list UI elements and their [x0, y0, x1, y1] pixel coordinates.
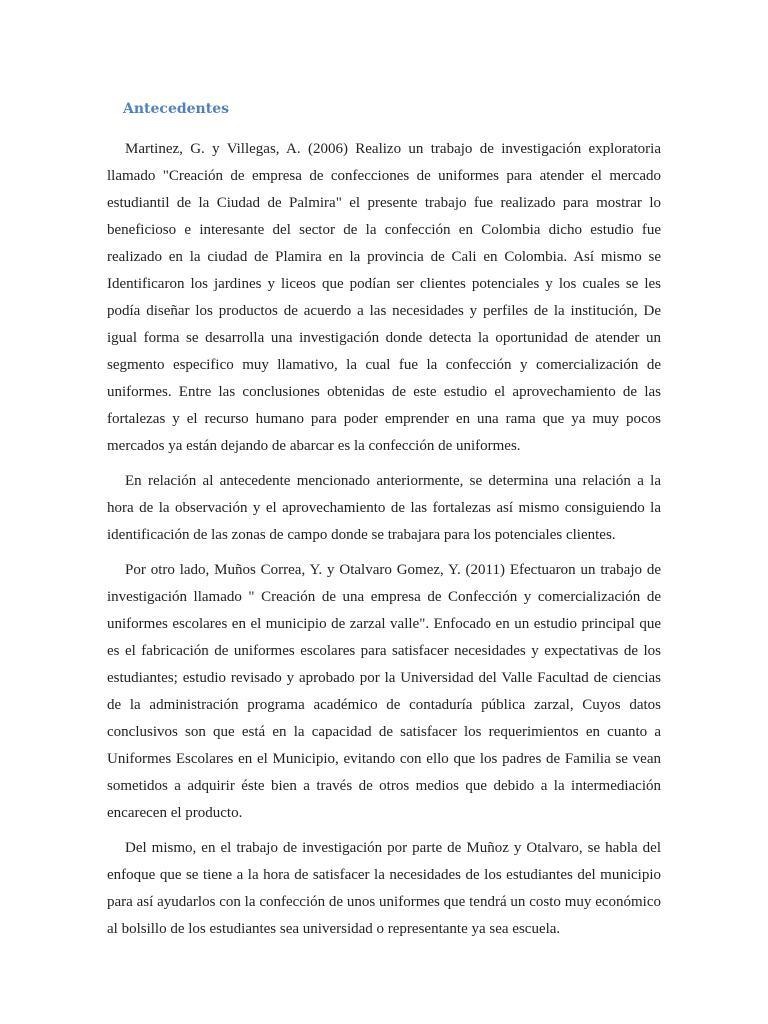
paragraph-1: Martinez, G. y Villegas, A. (2006) Realizo un trabajo de investigación exploratoria llamado "Creación de empresa de confecciones de uniformes para atender el mercado estudiantil de la Ciudad de Palmira" el presente trabajo fue realizado para mostrar lo beneficioso e interesante del sector de la confección en Colombia dicho estudio fue realizado en la ciudad de Plamira en la provincia de Cali en Colombia. Así mismo se Identificaron los jardines y liceos que podían ser clientes potenciales y los cuales se les podía diseñar los productos de acuerdo a las necesidades y perfiles de la institución, De igual forma se desarrolla una investigación donde detecta la oportunidad de atender un segmento especifico muy llamativo, la cual fue la confección y comercialización de uniformes. Entre las conclusiones obtenidas de este estudio el aprovechamiento de las fortalezas y el recurso humano para poder emprender en una rama que ya muy pocos mercados ya están dejando de abarcar es la confección de uniformes.	[107, 141, 661, 454]
paragraph-2: En relación al antecedente mencionado anteriormente, se determina una relación a la hora de la observación y el aprovechamiento de las fortalezas así mismo consiguiendo la identificación de las zonas de campo donde se trabajara para los potenciales clientes.	[107, 473, 661, 543]
document-body	[107, 96, 661, 951]
paragraph-4: Del mismo, en el trabajo de investigación por parte de Muñoz y Otalvaro, se habla del enfoque que se tiene a la hora de satisfacer la necesidades de los estudiantes del municipio para así ayudarlos con la confección de unos uniformes que tendrá un costo muy económico al bolsillo de los estudiantes sea universidad o representante ya sea escuela.	[107, 840, 661, 937]
section-heading: Antecedentes	[123, 101, 229, 117]
paragraph-3: Por otro lado, Muños Correa, Y. y Otalvaro Gomez, Y. (2011) Efectuaron un trabajo de investigación llamado " Creación de una empresa de Confección y comercialización de uniformes escolares en el municipio de zarzal valle". Enfocado en un estudio principal que es el fabricación de uniformes escolares para satisfacer necesidades y expectativas de los estudiantes; estudio revisado y aprobado por la Universidad del Valle Facultad de ciencias de la administración programa académico de contaduría pública zarzal, Cuyos datos conclusivos son que está en la capacidad de satisfacer los requerimientos en cuanto a Uniformes Escolares en el Municipio, evitando con ello que los padres de Familia se vean sometidos a adquirir éste bien a través de otros medios que debido a la intermediación encarecen el producto.	[107, 562, 661, 821]
